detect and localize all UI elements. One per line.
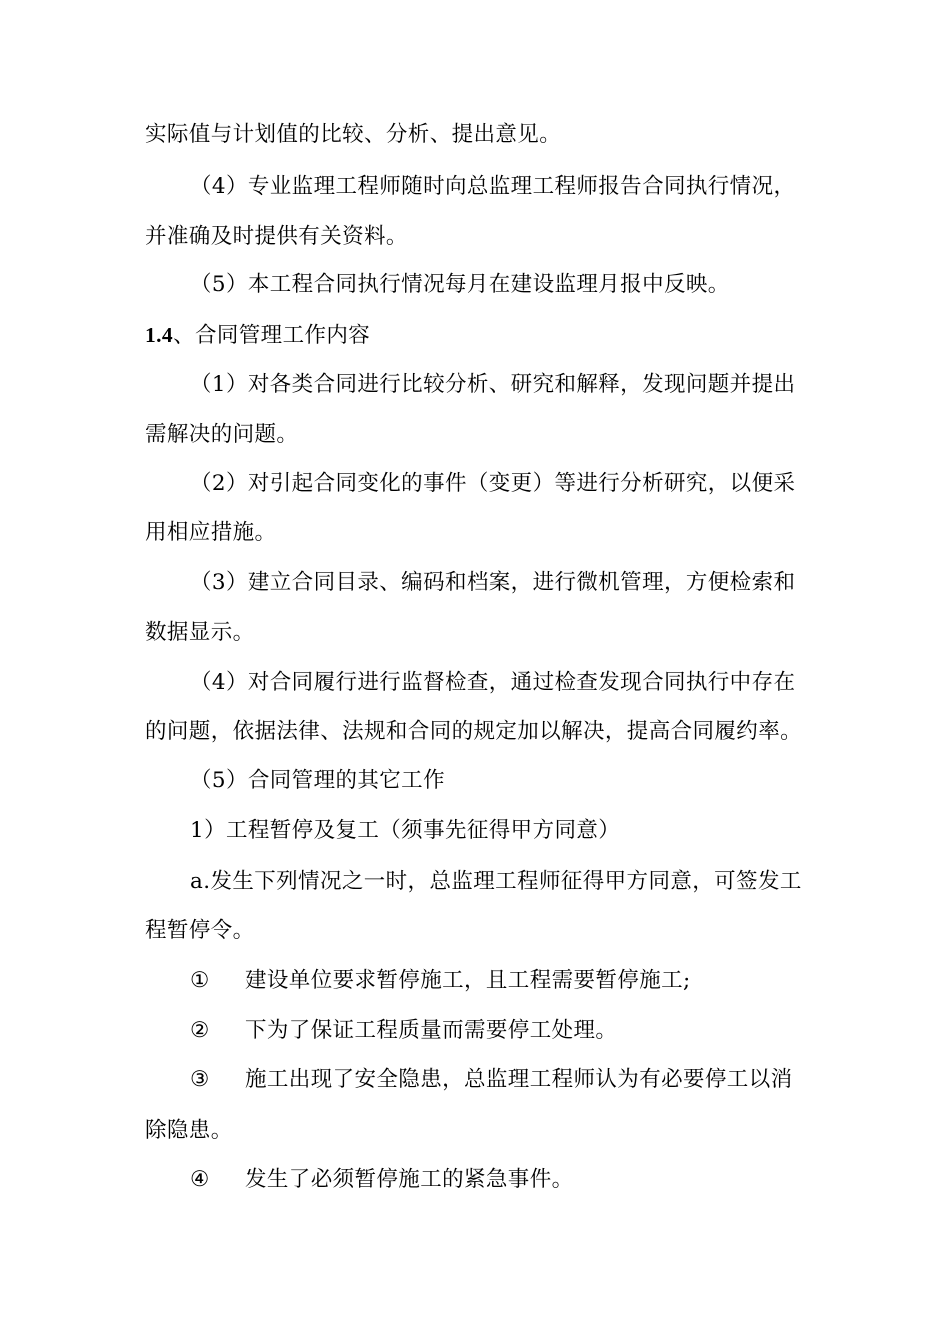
sub-item-a-line-2: 程暂停令。 bbox=[145, 918, 255, 943]
item-3-line-1: （3）建立合同目录、编码和档案，进行微机管理，方便检索和 bbox=[190, 570, 796, 595]
circled-number-1: ① bbox=[190, 968, 210, 993]
item-3-line-2: 数据显示。 bbox=[145, 620, 255, 645]
item-4-line-2: 的问题，依据法律、法规和合同的规定加以解决，提高合同履约率。 bbox=[145, 719, 803, 744]
condition-3-text-line-2: 除隐患。 bbox=[145, 1118, 233, 1143]
item-1-line-1: （1）对各类合同进行比较分析、研究和解释，发现问题并提出 bbox=[190, 372, 796, 397]
item-5: （5）合同管理的其它工作 bbox=[190, 768, 445, 793]
sub-item-a-line-1: a.发生下列情况之一时，总监理工程师征得甲方同意，可签发工 bbox=[190, 869, 802, 894]
section-heading bbox=[145, 320, 815, 351]
section-number: 1.4 bbox=[145, 323, 174, 347]
paragraph-5: （5）本工程合同执行情况每月在建设监理月报中反映。 bbox=[190, 272, 730, 297]
paragraph-continuation: 实际值与计划值的比较、分析、提出意见。 bbox=[145, 122, 562, 147]
circled-number-2: ② bbox=[190, 1018, 210, 1043]
circled-number-4: ④ bbox=[190, 1167, 210, 1192]
condition-1-text: 建设单位要求暂停施工，且工程需要暂停施工; bbox=[245, 968, 691, 993]
paragraph-4-line-2: 并准确及时提供有关资料。 bbox=[145, 224, 408, 249]
sub-item-1: 1）工程暂停及复工（须事先征得甲方同意） bbox=[190, 818, 621, 843]
circled-number-3: ③ bbox=[190, 1067, 210, 1092]
paragraph-4-line-1: （4）专业监理工程师随时向总监理工程师报告合同执行情况， bbox=[190, 174, 796, 199]
condition-2-text: 下为了保证工程质量而需要停工处理。 bbox=[245, 1018, 618, 1043]
condition-4-text: 发生了必须暂停施工的紧急事件。 bbox=[245, 1167, 574, 1192]
section-title: 、合同管理工作内容 bbox=[173, 323, 371, 348]
item-2-line-2: 用相应措施。 bbox=[145, 520, 277, 545]
item-4-line-1: （4）对合同履行进行监督检查，通过检查发现合同执行中存在 bbox=[190, 670, 796, 695]
item-1-line-2: 需解决的问题。 bbox=[145, 422, 299, 447]
condition-3-text-line-1: 施工出现了安全隐患，总监理工程师认为有必要停工以消 bbox=[245, 1067, 793, 1092]
item-2-line-1: （2）对引起合同变化的事件（变更）等进行分析研究，以便采 bbox=[190, 471, 796, 496]
